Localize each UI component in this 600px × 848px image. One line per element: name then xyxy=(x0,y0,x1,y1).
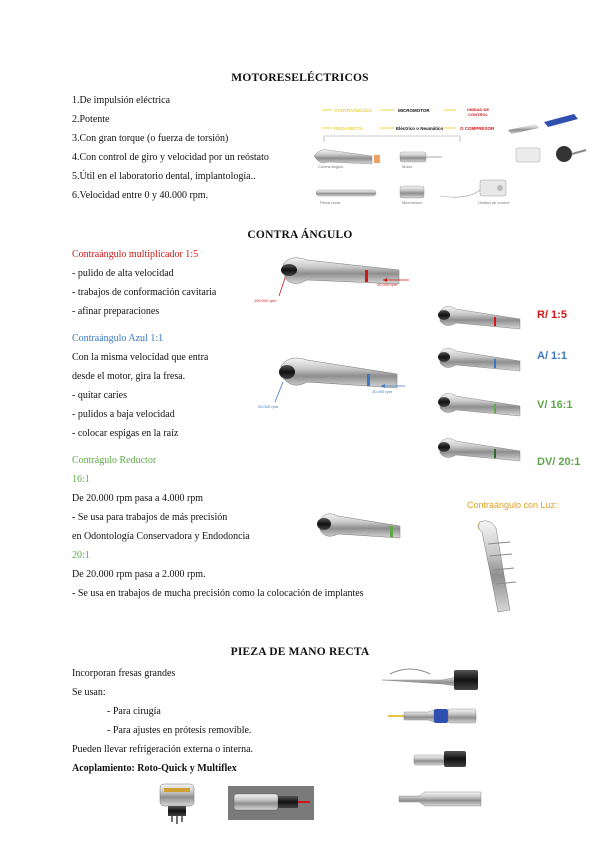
cap-motor: Motor xyxy=(402,164,413,169)
azul-line-1: Con la misma velocidad que entra xyxy=(72,352,209,363)
ratio-red: R/ 1:5 xyxy=(537,309,567,321)
recta-line-5: Pueden llevar refrigeración externa o interna. xyxy=(72,744,254,755)
azul-line-3: - quitar caries xyxy=(72,390,127,401)
motores-item-6: 6.Velocidad entre 0 y 40.000 rpm. xyxy=(72,190,209,201)
motores-title: MOTORESELÉCTRICOS xyxy=(231,72,369,84)
reductor-line-3: en Odontología Conservadora y Endodoncia xyxy=(72,531,250,542)
recta-line-1: Incorporan fresas grandes xyxy=(72,668,176,679)
reductor-line-5: - Se usa en trabajos de mucha precisión como la colocación de implantes xyxy=(72,588,364,599)
motores-item-4: 4.Con control de giro y velocidad por un reóstato xyxy=(72,152,269,163)
diagram-unidad: UNIDAD DE CONTROL xyxy=(466,107,490,117)
diagram-compresor: O COMPRESOR xyxy=(460,126,495,131)
contra-angle-blue-image xyxy=(255,352,415,412)
ratio-darkgreen: DV/ 20:1 xyxy=(537,456,581,468)
motores-item-1: 1.De impulsión eléctrica xyxy=(72,95,171,106)
multiplicador-item-3: - afinar preparaciones xyxy=(72,306,160,317)
recta-line-6: Acoplamiento: Roto-Quick y Multiflex xyxy=(72,763,237,774)
multiplicador-speed-out: 100.000 rpm xyxy=(254,298,277,303)
straight-handpiece-1-image xyxy=(378,660,488,700)
multiflex-coupling-image xyxy=(226,784,316,824)
handpiece-red-image xyxy=(430,303,530,331)
diagram-pieza-recta: PIEZA RECTA xyxy=(334,126,363,131)
motores-item-5: 5.Útil en el laboratorio dental, implantología.. xyxy=(72,171,256,182)
multiplicador-item-2: - trabajos de conformación cavitaria xyxy=(72,287,217,298)
roto-quick-coupling-image xyxy=(150,778,210,828)
cap-recta: Pieza recta xyxy=(320,200,341,205)
ratio-green: V/ 16:1 xyxy=(537,399,573,411)
cap-micromotor: Micromotor xyxy=(402,200,423,205)
cap-contra: Contra-ángulo xyxy=(318,164,344,169)
straight-handpiece-4-image xyxy=(395,786,495,810)
azul-speed-in: 20.000 rpm xyxy=(372,389,393,394)
diagram-lines xyxy=(310,102,590,214)
straight-handpiece-2-image xyxy=(386,704,486,728)
contra-angle-light-image xyxy=(468,514,528,614)
reductor-line-1: De 20.000 rpm pasa a 4.000 rpm xyxy=(72,493,204,504)
multiplicador-speed-in: 20.000 rpm xyxy=(377,282,398,287)
recta-title: PIEZA DE MANO RECTA xyxy=(230,646,370,658)
handpiece-green-image xyxy=(430,390,530,418)
contra-angle-red-image xyxy=(255,252,415,302)
diagram-micromotor: MICROMOTOR xyxy=(398,108,430,113)
azul-line-5: - colocar espigas en la raíz xyxy=(72,428,179,439)
cap-unidad: Unidad de control xyxy=(478,200,510,205)
diagram-contraangulo: CONTRAÁNGULO xyxy=(334,108,373,113)
azul-line-4: - pulidos a baja velocidad xyxy=(72,409,175,420)
ratio-blue: A/ 1:1 xyxy=(537,350,567,362)
motor-diagram xyxy=(310,102,590,214)
contra-title: CONTRA ÁNGULO xyxy=(247,229,353,241)
reductor-heading: Contrágulo Reductor xyxy=(72,455,157,466)
reductor-line-4: De 20.000 rpm pasa a 2.000 rpm. xyxy=(72,569,206,580)
azul-heading: Contraángulo Azul 1:1 xyxy=(72,333,164,344)
reductor-line-2: - Se usa para trabajos de más precisión xyxy=(72,512,228,523)
multiplicador-item-1: - pulido de alta velocidad xyxy=(72,268,174,279)
handpiece-darkgreen-image xyxy=(430,435,530,463)
azul-speed-out: 20.000 rpm xyxy=(258,404,279,409)
diagram-electrico: Eléctrico o Neumático xyxy=(396,126,444,131)
motores-item-3: 3.Con gran torque (o fuerza de torsión) xyxy=(72,133,229,144)
azul-line-2: desde el motor, gira la fresa. xyxy=(72,371,186,382)
multiplicador-heading: Contraángulo multiplicador 1:5 xyxy=(72,249,199,260)
reductor-sub2: 20:1 xyxy=(72,550,90,561)
reductor-sub1: 16:1 xyxy=(72,474,90,485)
straight-handpiece-3-image xyxy=(410,747,490,771)
recta-line-3: - Para cirugía xyxy=(107,706,161,717)
contra-angle-green-image xyxy=(310,508,410,548)
luz-label: Contraángulo con Luz: xyxy=(467,500,558,510)
recta-line-2: Se usan: xyxy=(72,687,106,698)
motores-item-2: 2.Potente xyxy=(72,114,110,125)
recta-line-4: - Para ajustes en prótesis removible. xyxy=(107,725,252,736)
handpiece-blue-image xyxy=(430,345,530,373)
